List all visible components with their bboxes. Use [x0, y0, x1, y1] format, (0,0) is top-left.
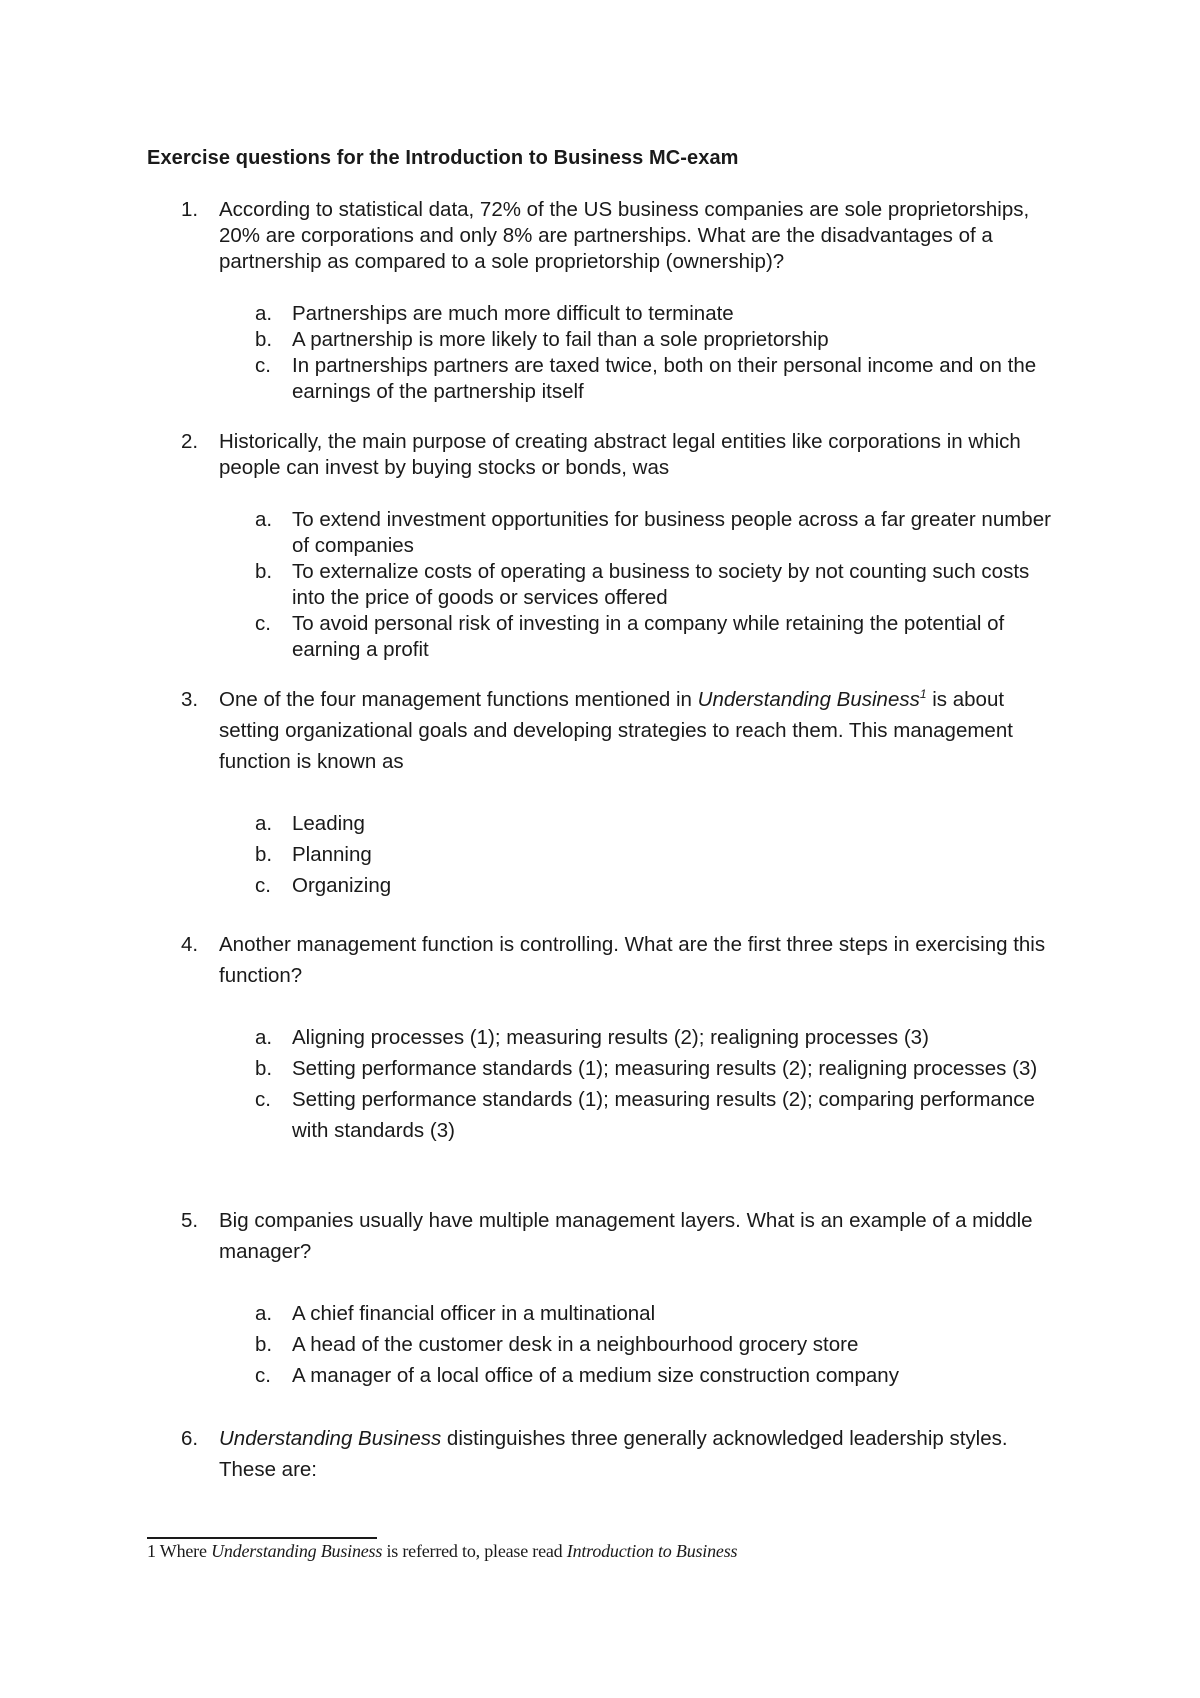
footnote-number: 1 — [147, 1541, 156, 1561]
question-1 — [147, 197, 1067, 405]
option-b: b. Setting performance standards (1); measuring results (2); realigning processes (3) — [255, 1057, 1038, 1080]
option-c: c. Organizing — [255, 874, 392, 897]
option-b: b. To externalize costs of operating a business to society by not counting such costs into the price of goods or services offered — [255, 560, 1030, 609]
option-list — [147, 1022, 1067, 1146]
option-c: c. Setting performance standards (1); measuring results (2); comparing performance with standards (3) — [255, 1088, 1035, 1142]
option-list — [147, 1298, 1067, 1391]
question-text: Historically, the main purpose of creating abstract legal entities like corporations in which people can invest by buying stocks or bonds, was — [219, 430, 1021, 479]
question-number: 5. — [181, 1209, 199, 1232]
option-a: a. Aligning processes (1); measuring results (2); realigning processes (3) — [255, 1026, 929, 1049]
question-4 — [147, 929, 1067, 1146]
question-6 — [147, 1423, 1067, 1485]
question-number: 4. — [181, 933, 199, 956]
option-list — [147, 301, 1067, 405]
option-c: c. To avoid personal risk of investing in a company while retaining the potential of earning a profit — [255, 612, 1005, 661]
option-list — [147, 507, 1067, 663]
footnote-separator — [147, 1537, 377, 1539]
question-number: 6. — [181, 1427, 199, 1450]
question-5 — [147, 1205, 1067, 1391]
option-a: a. A chief financial officer in a multinational — [255, 1302, 656, 1325]
option-b: b. Planning — [255, 843, 372, 866]
option-list — [147, 808, 1067, 901]
option-b: b. A head of the customer desk in a neighbourhood grocery store — [255, 1333, 859, 1356]
question-2 — [147, 429, 1067, 663]
option-a: a. To extend investment opportunities for business people across a far greater number of companies — [255, 508, 1051, 557]
option-a: a. Partnerships are much more difficult to terminate — [255, 302, 734, 325]
question-text: Understanding Business distinguishes three generally acknowledged leadership styles. These are: — [219, 1427, 1008, 1481]
book-title: Understanding Business — [697, 688, 920, 711]
question-text: According to statistical data, 72% of the US business companies are sole proprietorships, 20% are corporations and only 8% are partnerships. What are the disadvantages of a partnership as compared to a sole proprietorship (ownership)? — [219, 198, 1030, 273]
option-b: b. A partnership is more likely to fail than a sole proprietorship — [255, 328, 829, 351]
question-text: Another management function is controlling. What are the first three steps in exercising this function? — [219, 933, 1046, 987]
option-c: c. In partnerships partners are taxed twice, both on their personal income and on the earnings of the partnership itself — [255, 354, 1037, 403]
question-text: Big companies usually have multiple management layers. What is an example of a middle manager? — [219, 1209, 1033, 1263]
page-title: Exercise questions for the Introduction to Business MC-exam — [147, 147, 739, 169]
option-a: a. Leading — [255, 812, 365, 835]
question-text: One of the four management functions mentioned in Understanding Business$^1$ is about setting organizational goals and developing strategies to reach them. This management function is known as — [219, 687, 1013, 773]
question-3 — [147, 684, 1067, 901]
book-title: Understanding Business — [219, 1427, 442, 1450]
footnote: 1 Where Understanding Business is referred to, please read Introduction to Business — [147, 1541, 738, 1561]
footnote-reference: 1 — [919, 687, 927, 702]
question-number: 2. — [181, 430, 199, 453]
option-c: c. A manager of a local office of a medium size construction company — [255, 1364, 899, 1387]
question-number: 3. — [181, 688, 199, 711]
question-number: 1. — [181, 198, 199, 221]
